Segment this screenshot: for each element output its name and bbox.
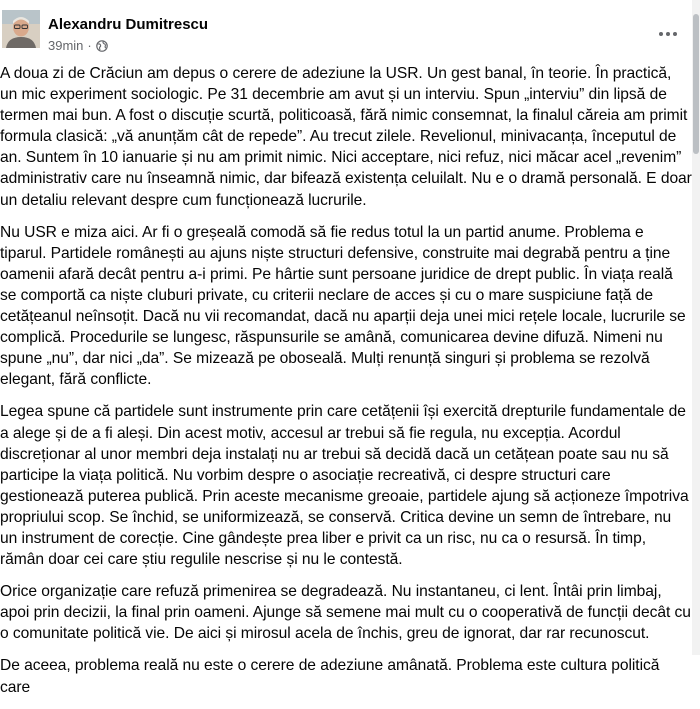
post-paragraph: Nu USR e miza aici. Ar fi o greșeală comodă să fie redus totul la un partid anume. Problema e tiparul. Partidele românești au ajuns niște structuri defensive, construite mai degrabă pentru a ține oamenii afară decât pentru a-i primi. Pe hârtie sunt persoane juridice de drept public. În viața reală se comportă ca niște cluburi private, cu criterii neclare de acces și cu o mare suspiciune față de cetățeanul neînsoțit. Dacă nu vii recomandat, dacă nu aparții deja unei mici rețele locale, lucrurile se complică. Procedurile se lungesc, răspunsurile se amână, comunicarea devine difuză. Nimeni nu spune „nu”, dar nici „da”. Se mizează pe oboseală. Mulți renunță singuri și problema se rezolvă elegant, fără conflicte.	[0, 223, 686, 389]
post-paragraph: De aceea, problema reală nu este o cerere de adeziune amânată. Problema este cultura politică care	[0, 657, 660, 696]
post-header	[0, 8, 688, 58]
more-icon	[658, 31, 678, 37]
globe-icon	[96, 40, 108, 52]
post-meta	[48, 38, 108, 53]
post-paragraph: A doua zi de Crăciun am depus o cerere de adeziune la USR. Un gest banal, în teorie. În practică, un mic experiment sociologic. Pe 31 decembrie am avut și un interviu. Spun „interviu” din lipsă de termen mai bun. A fost o discuție scurtă, politicoasă, fără nimic consemnat, la finalul căreia am primit formula clasică: „vă anunțăm cât de repede”. Au trecut zilele. Revelionul, minivacanța, începutul de an. Suntem în 10 ianuarie și nu am primit nimic. Nici acceptare, nici refuz, nici măcar acel „revenim” administrativ care nu înseamnă nimic, dar bifează existența celuilalt. Nu e o dramă personală. E doar un detaliu relevant despre cum funcționează lucrurile.	[0, 65, 692, 209]
post-paragraph: Legea spune că partidele sunt instrumente prin care cetățenii își exercită drepturile fundamentale de a alege și de a fi aleși. Din acest motiv, accesul ar trebui să fie regula, nu excepția. Acordul discreționar al unor membri deja instalați nu ar trebui să decidă dacă un cetățean poate sau nu să participe la viața politică. Nu vorbim despre o asociație recreativă, ci despre structuri care gestionează puterea publică. Prin aceste mecanisme greoaie, partidele ajung să acționeze împotriva propriului scop. Se închid, se uniformizează, se conservă. Critica devine un semn de întrebare, nu un instrument de corecție. Cine gândește prea liber e privit ca un risc, nu ca o resursă. În timp, rămân doar cei care știu regulile nescrise și nu le contestă.	[0, 403, 689, 569]
post-body	[0, 63, 692, 709]
meta-separator: ·	[87, 38, 92, 53]
more-options-button[interactable]	[652, 20, 684, 48]
scrollbar[interactable]	[692, 0, 700, 655]
author-name[interactable]: Alexandru Dumitrescu	[48, 16, 209, 33]
post-paragraph: Orice organizație care refuză primenirea se degradează. Nu instantaneu, ci lent. Întâi prin limbaj, apoi prin decizii, la final prin oameni. Ajunge să semene mai mult cu o cooperativă de funcții decât cu o comunitate politică vie. De aici și mirosul acela de închis, greu de ignorat, dar rar recunoscut.	[0, 583, 691, 643]
scrollbar-thumb[interactable]	[693, 14, 699, 154]
author-avatar[interactable]	[2, 10, 40, 48]
avatar-image	[2, 10, 40, 48]
post-time[interactable]: 39min	[48, 38, 84, 53]
